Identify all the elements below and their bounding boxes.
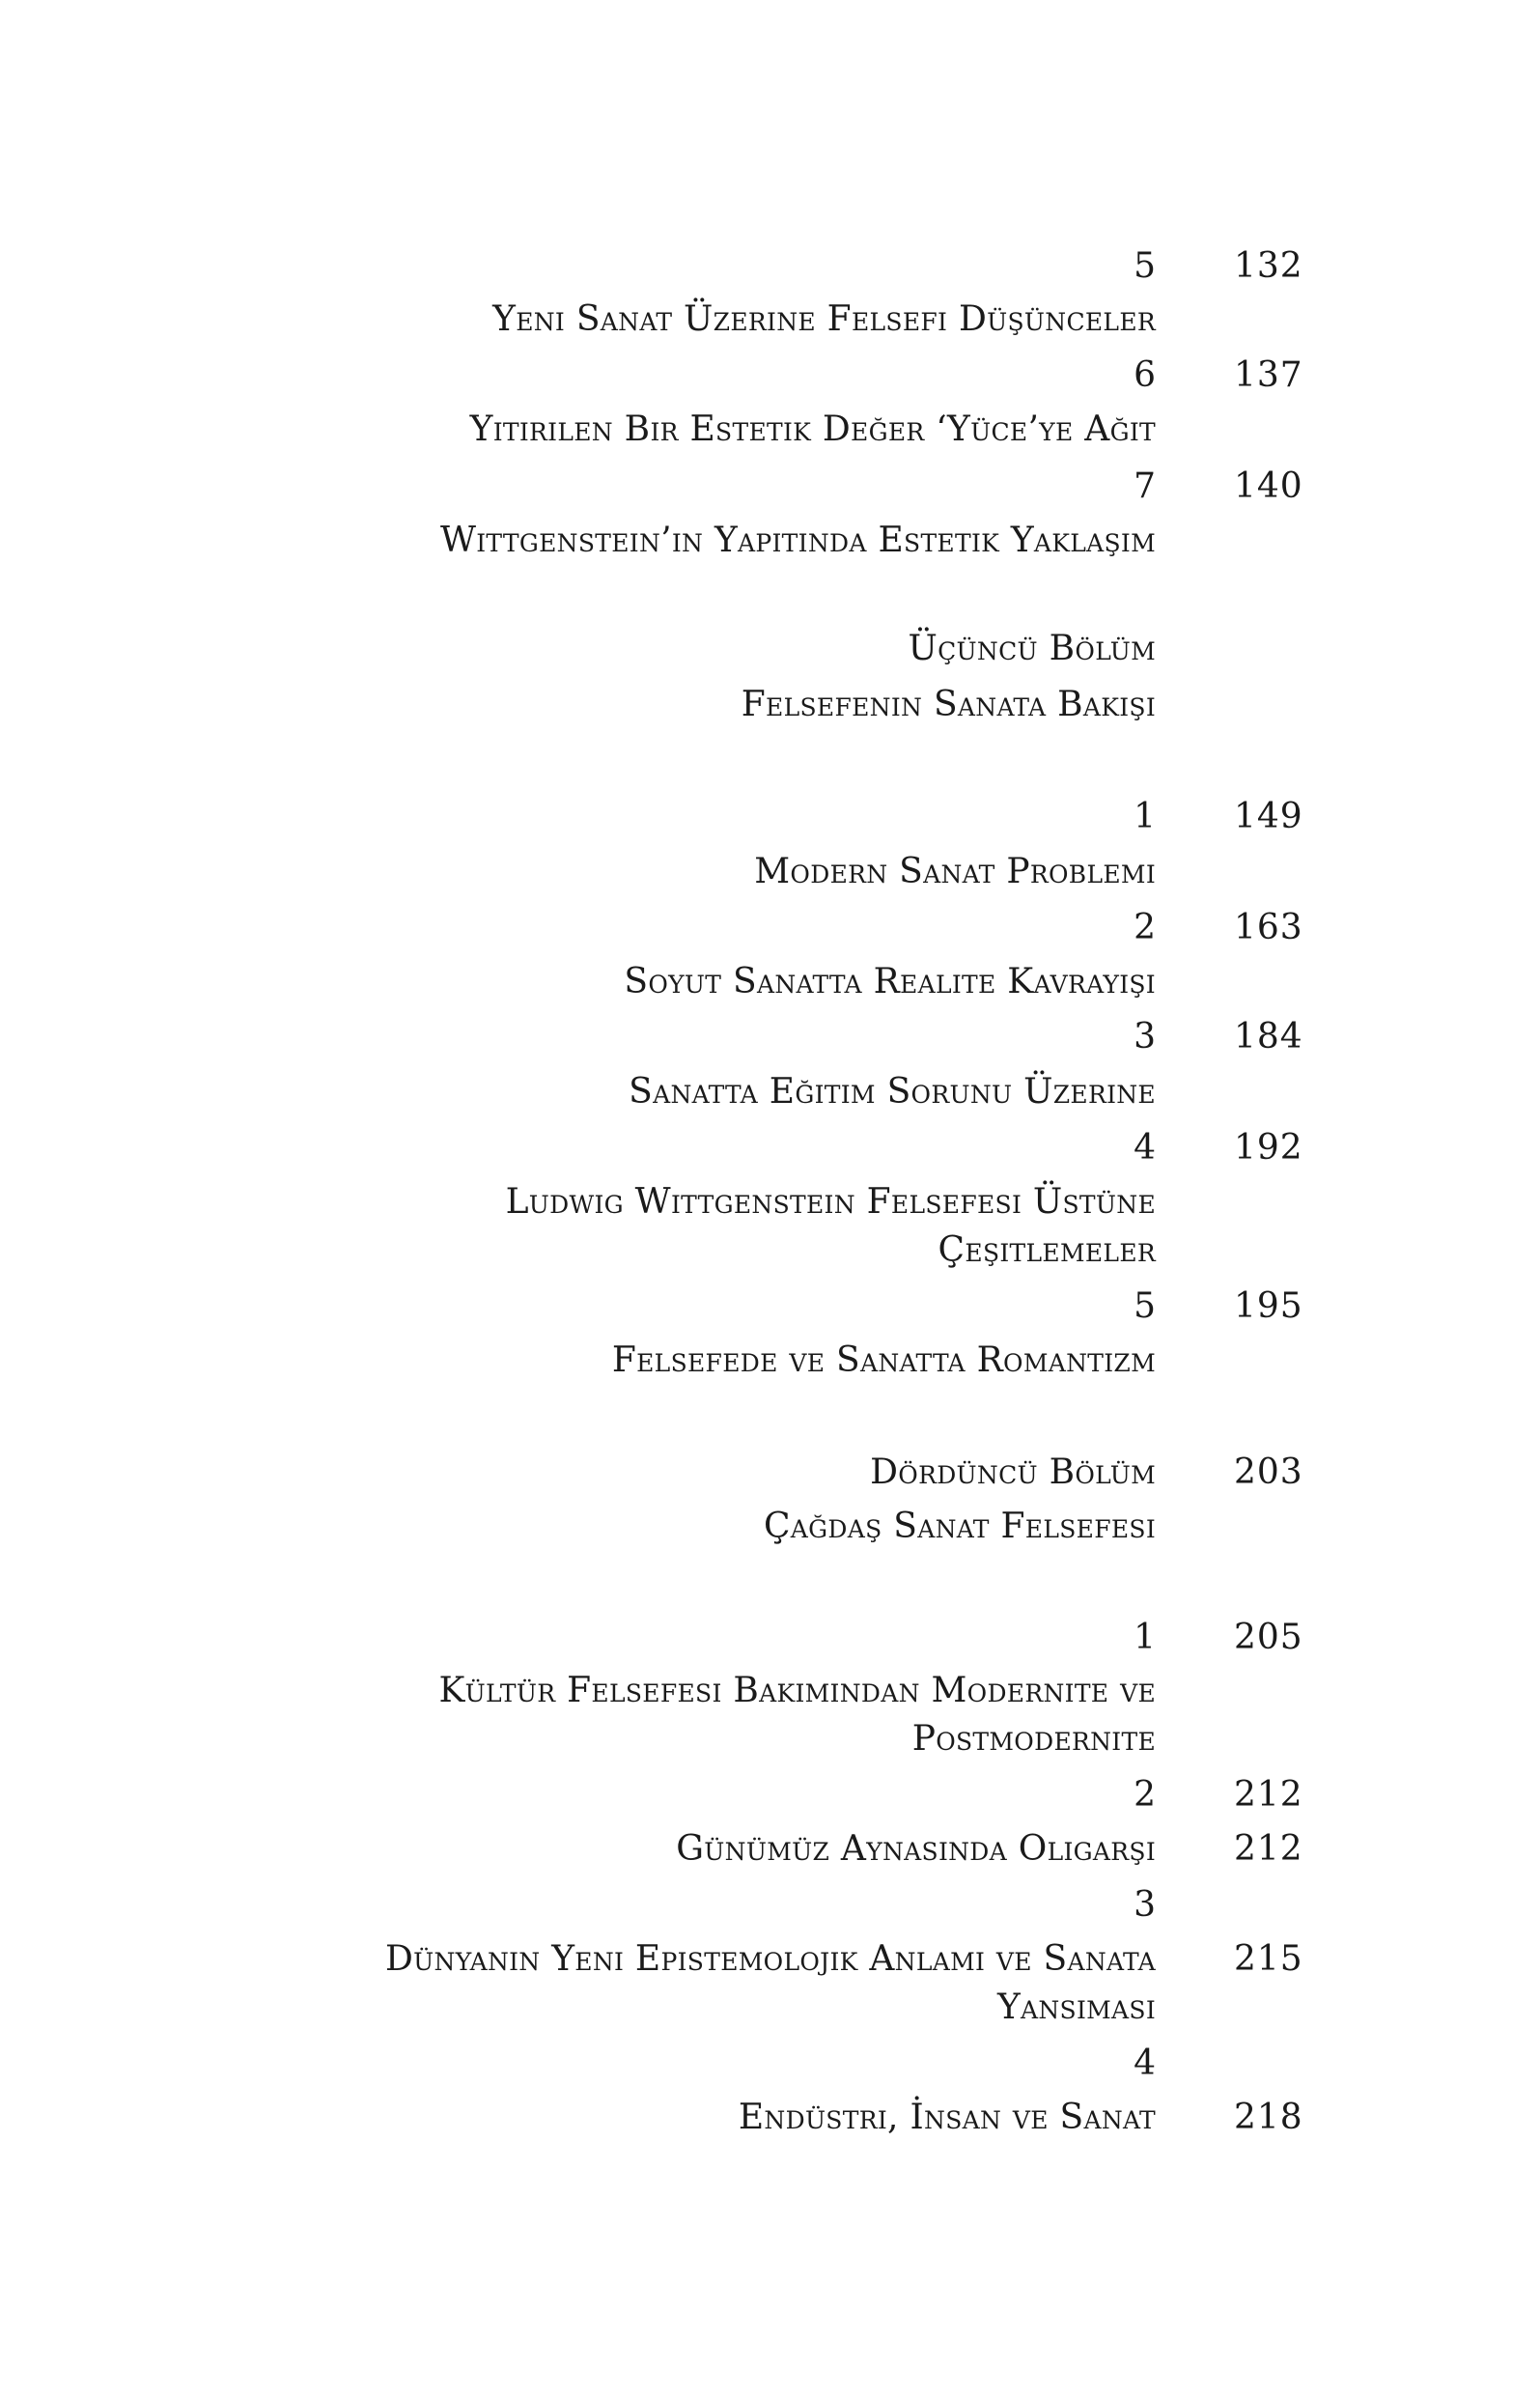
chapter-title-continuation: Yansıması (996, 1987, 1156, 2027)
page-number: 149 (1234, 797, 1303, 836)
section-subtitle: Çağdaş Sanat Felsefesi (763, 1507, 1156, 1546)
section-heading: Dördüncü Bölüm (870, 1452, 1156, 1492)
page-number: 192 (1234, 1128, 1303, 1168)
page-number: 137 (1234, 355, 1303, 395)
chapter-number: 1 (1134, 1618, 1156, 1657)
chapter-number: 1 (1134, 797, 1156, 836)
page-number: 163 (1234, 908, 1303, 947)
chapter-number: 3 (1134, 1017, 1156, 1057)
page-number: 212 (1234, 1829, 1303, 1869)
chapter-number: 5 (1134, 246, 1156, 286)
chapter-number: 4 (1134, 2044, 1156, 2083)
page-number: 140 (1234, 466, 1303, 506)
chapter-number: 2 (1134, 908, 1156, 947)
chapter-number: 6 (1134, 355, 1156, 395)
chapter-title: Yitirilen Bir Estetik Değer ‘Yüce’ye Ağıt (469, 409, 1156, 449)
chapter-number: 3 (1134, 1885, 1156, 1925)
chapter-title: Soyut Sanatta Realite Kavrayışı (624, 962, 1156, 1001)
section-subtitle: Felsefenin Sanata Bakışı (741, 685, 1156, 724)
chapter-title-continuation: Çeşitlemeler (938, 1230, 1156, 1270)
page-number: 215 (1234, 1939, 1303, 1979)
page-number: 203 (1234, 1452, 1303, 1492)
chapter-title: Felsefede ve Sanatta Romantizm (611, 1340, 1156, 1380)
section-heading: Üçüncü Bölüm (908, 629, 1156, 668)
chapter-title: Yeni Sanat Üzerine Felsefi Düşünceler (492, 299, 1156, 339)
chapter-title: Günümüz Aynasında Oligarşi (676, 1829, 1156, 1869)
page-number: 195 (1234, 1286, 1303, 1326)
chapter-title: Ludwig Wittgenstein Felsefesi Üstüne (505, 1182, 1156, 1222)
chapter-title: Endüstri, İnsan ve Sanat (738, 2098, 1156, 2137)
chapter-number: 4 (1134, 1128, 1156, 1168)
chapter-number: 7 (1134, 466, 1156, 506)
chapter-number: 2 (1134, 1775, 1156, 1815)
chapter-title: Dünyanın Yeni Epistemolojik Anlamı ve Sanata (385, 1939, 1156, 1979)
chapter-title: Modern Sanat Problemi (754, 852, 1156, 891)
chapter-title: Wittgenstein’ın Yapıtında Estetik Yaklaşım (439, 521, 1156, 560)
page-number: 205 (1234, 1618, 1303, 1657)
chapter-title: Sanatta Eğitim Sorunu Üzerine (629, 1072, 1156, 1112)
page-number: 132 (1234, 246, 1303, 286)
chapter-title: Kültür Felsefesi Bakımından Modernite ve (438, 1671, 1156, 1710)
page-number: 212 (1234, 1775, 1303, 1815)
page-number: 184 (1234, 1017, 1303, 1057)
page-number: 218 (1234, 2098, 1303, 2137)
chapter-title-continuation: Postmodernite (911, 1719, 1156, 1759)
chapter-number: 5 (1134, 1286, 1156, 1326)
